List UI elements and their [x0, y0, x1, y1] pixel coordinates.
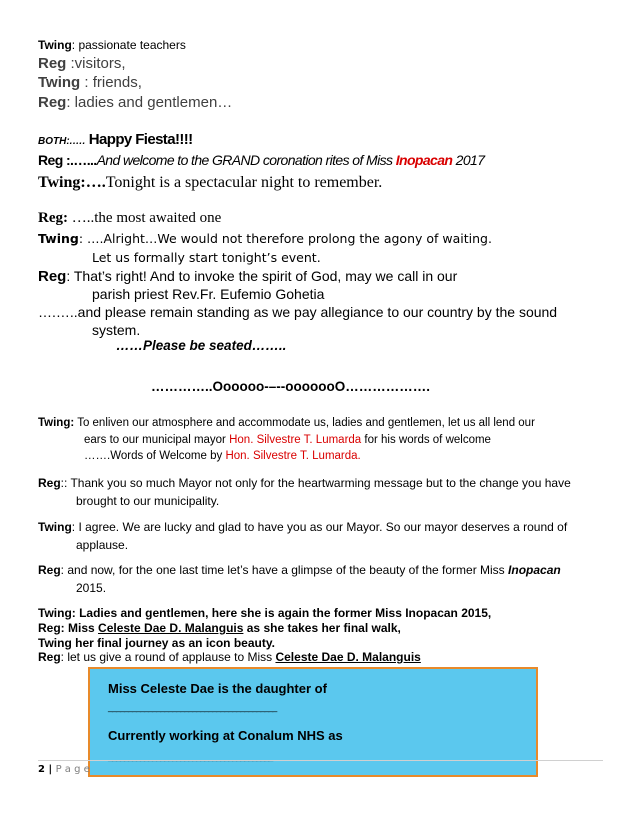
footer-separator: | [44, 764, 56, 775]
speaker-label: Twing [38, 636, 72, 650]
line-twing-mayor [38, 417, 535, 429]
speaker-label: Reg :.…... [38, 152, 97, 168]
line-text: To enliven our atmosphere and accommodate us, ladies and gentlemen, let us all lend our [74, 417, 535, 429]
line-twing-agree [38, 520, 567, 534]
line-text: :visitors, [66, 55, 126, 72]
line-reg-invoke [38, 268, 457, 285]
pageant-name: Inopacan [395, 152, 453, 168]
speaker-label: Reg [38, 94, 67, 111]
line-twing-friends [38, 74, 142, 91]
speaker-label: Twing:…. [38, 174, 106, 191]
line-text: 2017 [452, 152, 485, 168]
line-text: : friends, [80, 74, 142, 91]
candidate-name: Celeste Dae D. Malanguis [275, 650, 421, 664]
line-text: Ladies and gentlemen, here she is again the former Miss Inopacan 2015, [75, 606, 492, 620]
line-reg-awaited [38, 210, 221, 227]
line-reg-coronation [38, 152, 484, 168]
candidate-name: Celeste Dae D. Malanguis [98, 621, 244, 635]
speaker-label: Reg: [38, 210, 68, 226]
line-twing-teachers [38, 38, 186, 52]
speaker-label: Reg [38, 476, 61, 490]
line-both-fiesta [38, 131, 193, 149]
line-welcome [84, 450, 361, 462]
line-text: : I agree. We are lucky and glad to have you as our Mayor. So our mayor deserves a round of [71, 520, 568, 534]
page-footer [38, 764, 90, 775]
line-text: …..the most awaited one [68, 210, 222, 226]
line-reg-glimpse [38, 563, 561, 577]
footer-rule [38, 760, 603, 761]
speaker-label: Reg [38, 563, 61, 577]
line-twing-tonight [38, 174, 382, 192]
speaker-label: Twing [38, 520, 72, 534]
line-text: her final journey as an icon beauty. [71, 636, 275, 650]
line-reg-invoke-cont: parish priest Rev.Fr. Eufemio Gohetia [92, 286, 325, 302]
line-text: :: Thank you so much Mayor not only for the heartwarming message but to the change you have [60, 476, 571, 490]
line-reg-glimpse-cont: 2015. [76, 581, 107, 595]
line-text: as she takes her final walk, [243, 621, 401, 635]
line-twing-alright [38, 231, 492, 246]
line-reg-visitors [38, 55, 126, 72]
callout-blank-2: _________________________________________ [108, 751, 273, 761]
line-text: : That’s right! And to invoke the spirit of God, may we call in our [66, 268, 458, 284]
mayor-name: Hon. Silvestre T. Lumarda. [225, 450, 361, 462]
speaker-label: Twing: [38, 606, 76, 620]
speaker-label: Reg: [38, 621, 65, 635]
speaker-label: Twing [38, 38, 72, 52]
line-twing-former [38, 606, 491, 620]
line-text: Tonight is a spectacular night to remember. [105, 174, 383, 191]
line-allegiance: ….…..and please remain standing as we pay allegiance to our country by the sound [38, 304, 558, 320]
line-allegiance-cont: system. [92, 322, 141, 338]
section-divider: …………..Oooooo-–--ooooooO………………. [151, 379, 430, 394]
line-text: : passionate teachers [71, 38, 186, 52]
line-text: Miss [64, 621, 99, 635]
pageant-name: Inopacan [508, 563, 561, 577]
callout-daughter-line: Miss Celeste Dae is the daughter of [108, 681, 327, 696]
line-text: : ladies and gentlemen… [66, 94, 233, 111]
line-twing-journey [38, 636, 275, 650]
speaker-label: Twing [38, 74, 81, 91]
line-twing-agree-cont: applause. [76, 538, 129, 552]
line-reg-thank [38, 476, 571, 490]
line-text: Happy Fiesta!!!! [85, 131, 193, 148]
line-text: : ….Alright…We would not therefore prolong the agony of waiting. [78, 231, 492, 246]
line-text: ears to our municipal mayor [84, 434, 230, 446]
speaker-label: BOTH:.…. [38, 136, 86, 147]
speaker-label: Twing: [38, 417, 75, 429]
line-text: …….Words of Welcome by [84, 450, 226, 462]
line-reg-walk [38, 621, 401, 635]
line-text: : let us give a round of applause to Miss [60, 650, 276, 664]
mayor-name: Hon. Silvestre T. Lumarda [229, 434, 362, 446]
page-number: 2 [38, 764, 45, 775]
line-text: : and now, for the one last time let’s have a glimpse of the beauty of the former Miss [60, 563, 509, 577]
line-text: for his words of welcome [361, 434, 491, 446]
line-text: And welcome to the GRAND coronation rites of Miss [96, 152, 396, 168]
line-please-seated: ……Please be seated…….. [116, 338, 287, 353]
line-reg-applause [38, 650, 421, 664]
line-twing-alright-cont: Let us formally start tonight’s event. [92, 250, 321, 265]
line-reg-ladies [38, 94, 232, 111]
line-reg-thank-cont: brought to our municipality. [76, 494, 220, 508]
line-twing-mayor-cont [84, 434, 491, 446]
speaker-label: Twing [38, 231, 79, 246]
speaker-label: Reg [38, 650, 61, 664]
callout-blank-1: __________________________________________ [108, 702, 277, 712]
page-word: P a g e [55, 764, 90, 775]
speaker-label: Reg [38, 268, 67, 285]
speaker-label: Reg [38, 55, 67, 72]
callout-work-line: Currently working at Conalum NHS as [108, 728, 343, 743]
